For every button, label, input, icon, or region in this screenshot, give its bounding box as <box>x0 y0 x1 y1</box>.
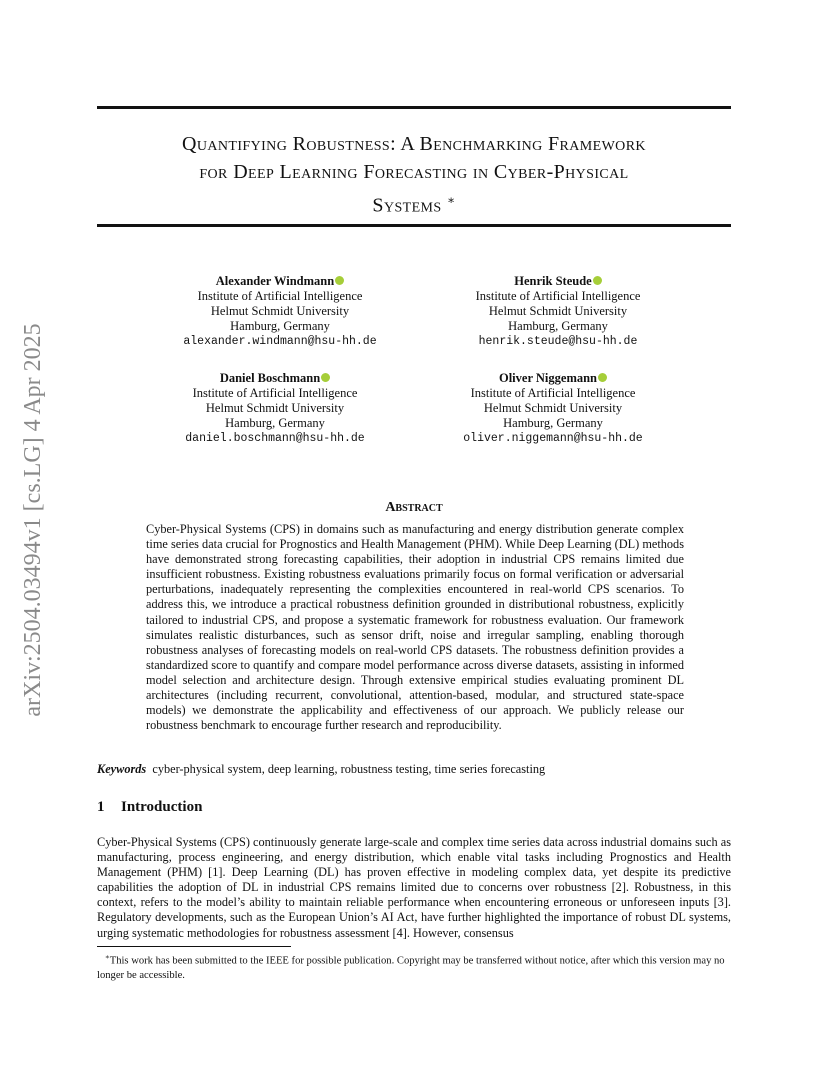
author-university: Helmut Schmidt University <box>488 304 628 318</box>
author-block-4 <box>403 371 703 446</box>
title-footnote-mark: ∗ <box>447 193 456 207</box>
footnote <box>97 950 731 983</box>
author-city: Hamburg, Germany <box>503 416 603 430</box>
author-name: Henrik Steude <box>514 274 592 288</box>
author-university: Helmut Schmidt University <box>483 401 623 415</box>
footnote-rule <box>97 946 291 947</box>
author-city: Hamburg, Germany <box>225 416 325 430</box>
orcid-icon[interactable] <box>598 373 607 382</box>
author-university: Helmut Schmidt University <box>210 304 350 318</box>
arxiv-stamp-text: arXiv:2504.03494v1 [cs.LG] 4 Apr 2025 <box>20 323 46 717</box>
author-institute: Institute of Artificial Intelligence <box>470 386 636 400</box>
author-email[interactable]: daniel.boschmann@hsu-hh.de <box>185 432 365 445</box>
footnote-text: This work has been submitted to the IEEE for possible publication. Copyright may be transferred without notice, after which this version may no longer be accessible. <box>97 955 725 981</box>
author-block-1 <box>130 274 430 349</box>
orcid-icon[interactable] <box>321 373 330 382</box>
abstract-heading: Abstract <box>385 500 443 515</box>
bottom-rule <box>97 224 731 227</box>
introduction-text: Cyber-Physical Systems (CPS) continuously generate large-scale and complex time series data across industrial domains such as manufacturing, process engineering, and energy distribution, which enable vital tasks including Prognostics and Health Management (PHM) [1]. Deep Learning (DL) has proven effective in modeling complex data, yet despite its predictive capabilities the adoption of DL in industrial CPS remains limited due to concerns over robustness [2]. Robustness, in this context, refers to the model’s ability to maintain reliable performance when encountering erroneous or unforeseen inputs [3]. Regulatory developments, such as the European Union’s AI Act, have further highlighted the importance of robust DL systems, urging systematic methodologies for robustness assessment [4]. However, consensus <box>97 835 731 940</box>
section-heading <box>97 799 202 816</box>
author-email[interactable]: henrik.steude@hsu-hh.de <box>478 335 638 348</box>
author-institute: Institute of Artificial Intelligence <box>197 289 363 303</box>
author-university: Helmut Schmidt University <box>205 401 345 415</box>
author-name: Alexander Windmann <box>215 274 335 288</box>
author-block-2 <box>408 274 708 349</box>
author-city: Hamburg, Germany <box>508 319 608 333</box>
title-line-2: for Deep Learning Forecasting in Cyber-Physical <box>199 161 629 183</box>
author-name: Oliver Niggemann <box>498 371 598 385</box>
abstract-text: Cyber-Physical Systems (CPS) in domains such as manufacturing and energy distribution generate complex time series data crucial for Prognostics and Health Management (PHM). While Deep Learning (DL) methods have demonstrated strong forecasting capabilities, their adoption in industrial CPS remains limited due insufficient robustness. Existing robustness evaluations primarily focus on formal verification or adversarial perturbations, inadequately representing the complexities encountered in real-world CPS scenarios. To address this, we introduce a practical robustness definition grounded in distributional robustness, explicitly tailored to industrial CPS, and propose a systematic framework for robustness evaluation. Our framework simulates realistic disturbances, such as sensor drift, noise and irregular sampling, enabling thorough robustness analyses of forecasting models on real-world CPS datasets. The robustness definition provides a standardized score to quantify and compare model performance across diverse datasets, assisting in informed model selection and architecture design. Through extensive empirical studies evaluating prominent DL architectures (including recurrent, convolutional, attention-based, modular, and structured state-space models) we demonstrate the applicability and effectiveness of our approach. We publicly release our robustness benchmark to encourage further research and reproducibility. <box>146 522 684 733</box>
author-institute: Institute of Artificial Intelligence <box>475 289 641 303</box>
author-email[interactable]: alexander.windmann@hsu-hh.de <box>183 335 377 348</box>
orcid-icon[interactable] <box>335 276 344 285</box>
author-city: Hamburg, Germany <box>230 319 330 333</box>
author-institute: Institute of Artificial Intelligence <box>192 386 358 400</box>
title-line-3: Systems ∗ <box>372 193 456 217</box>
author-block-3 <box>125 371 425 446</box>
paper-title <box>97 130 731 220</box>
keywords-label: Keywords <box>97 762 147 776</box>
keywords <box>97 762 545 777</box>
keywords-text: cyber-physical system, deep learning, robustness testing, time series forecasting <box>152 762 546 776</box>
orcid-icon[interactable] <box>593 276 602 285</box>
section-title: Introduction <box>121 799 203 815</box>
section-number: 1 <box>97 799 105 815</box>
author-name: Daniel Boschmann <box>219 371 321 385</box>
footnote-mark: ∗ <box>104 953 110 961</box>
title-line-1: Quantifying Robustness: A Benchmarking Framework <box>182 133 646 155</box>
author-email[interactable]: oliver.niggemann@hsu-hh.de <box>463 432 643 445</box>
top-rule <box>97 106 731 109</box>
